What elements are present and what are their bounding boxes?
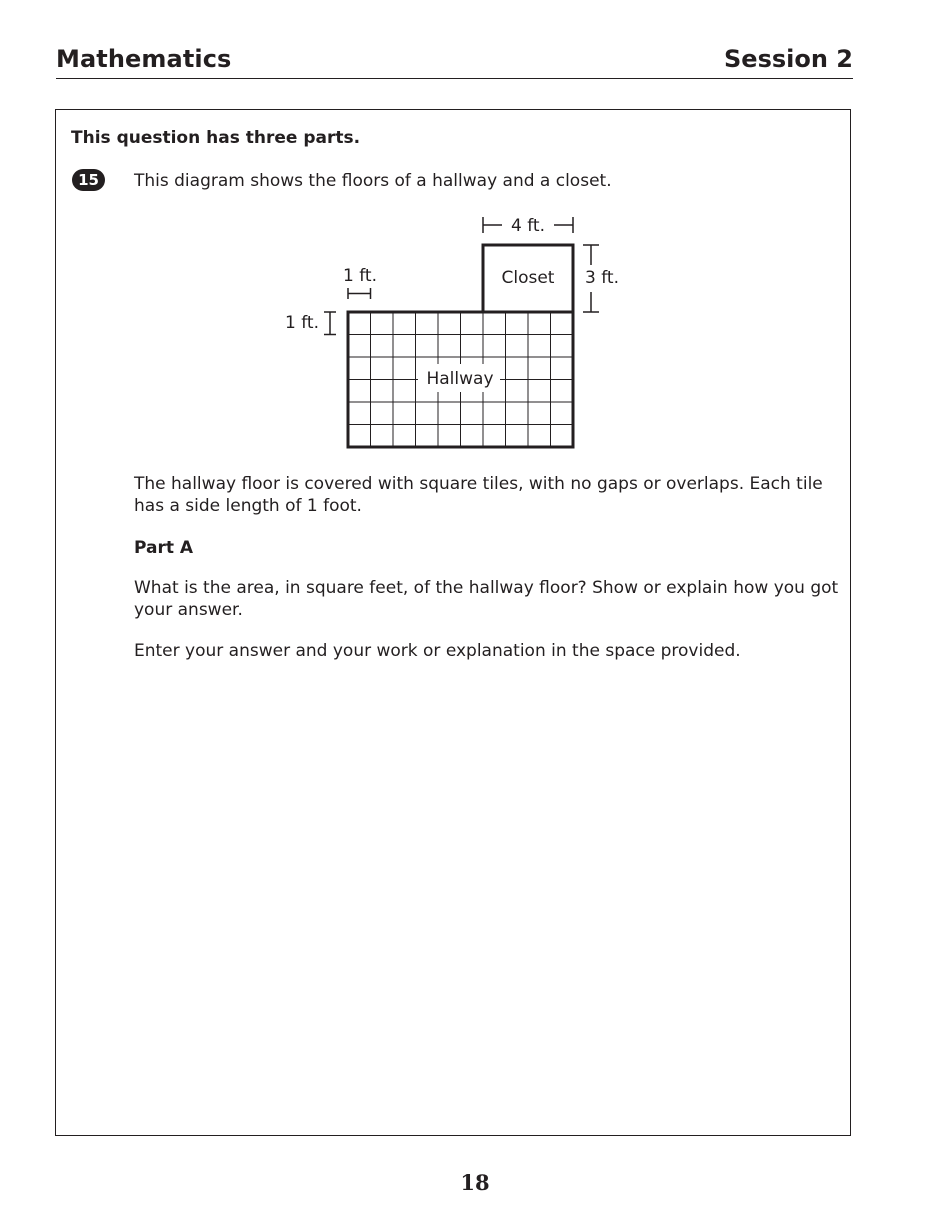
hallway-label: Hallway: [426, 369, 494, 389]
closet-width-label: 4 ft.: [511, 216, 545, 236]
tile-height-label: 1 ft.: [285, 313, 319, 333]
answer-instruction: Enter your answer and your work or explanation in the space provided.: [134, 641, 741, 661]
question-intro: This question has three parts.: [71, 128, 361, 148]
part-a-label: Part A: [134, 538, 194, 558]
tiles-paragraph: The hallway floor is covered with square tiles, with no gaps or overlaps. Each tile has a side length of 1 foot.: [134, 474, 823, 516]
session-title: Session 2: [724, 45, 853, 73]
question-stem: This diagram shows the floors of a hallway and a closet.: [134, 171, 612, 191]
subject-title: Mathematics: [56, 45, 232, 73]
closet-height-label: 3 ft.: [585, 268, 619, 288]
tile-width-label: 1 ft.: [343, 266, 377, 286]
page-number: 18: [460, 1170, 490, 1195]
page-header: [56, 44, 853, 79]
tile-height-dimension: [324, 312, 336, 335]
closet-label: Closet: [501, 268, 555, 288]
floor-diagram: [270, 205, 650, 455]
tile-width-dimension: [348, 288, 371, 299]
part-a-prompt: What is the area, in square feet, of the hallway floor? Show or explain how you got your answer.: [134, 578, 839, 620]
question-number-badge: 15: [72, 169, 105, 191]
